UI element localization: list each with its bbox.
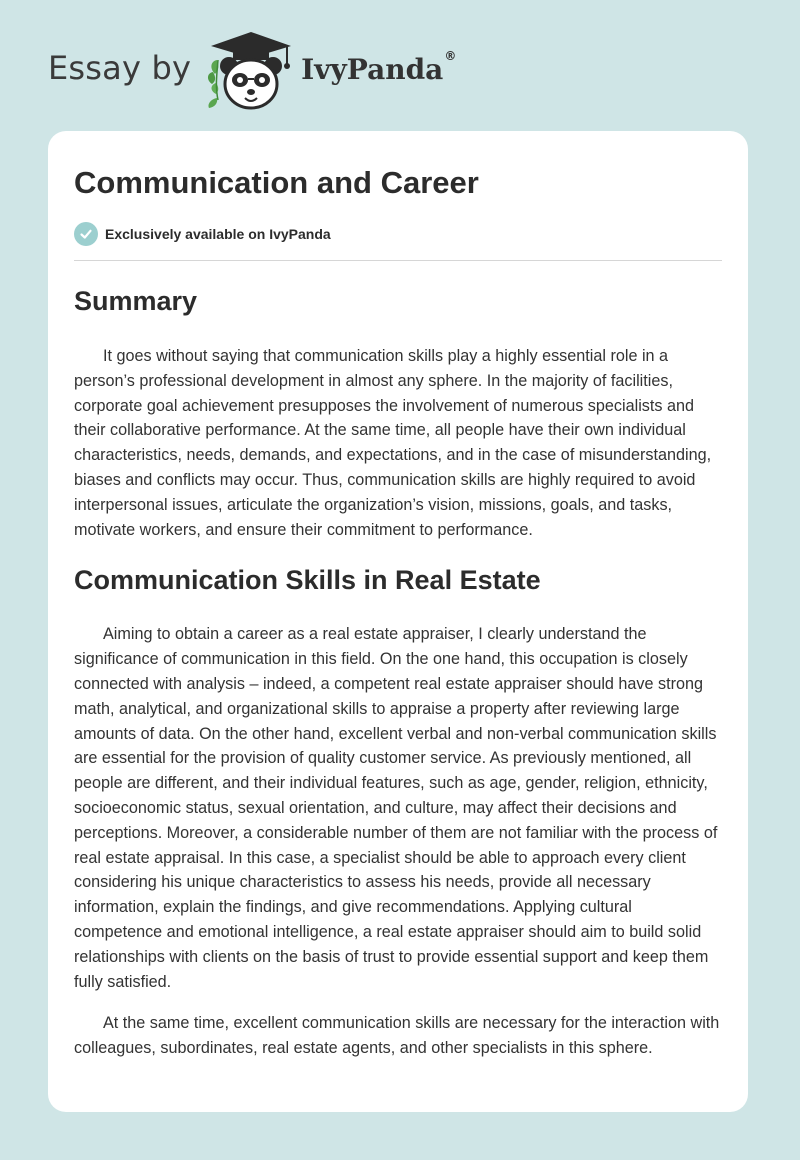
section-heading-summary: Summary xyxy=(74,286,198,316)
brand-name[interactable]: IvyPanda® xyxy=(301,48,457,86)
ivy-leaf-icon xyxy=(208,60,218,108)
divider xyxy=(74,260,722,261)
panda-logo-icon[interactable] xyxy=(205,28,295,114)
essay-by-label: Essay by xyxy=(48,49,192,87)
essay-card xyxy=(48,131,748,1112)
paragraph: It goes without saying that communication skills play a highly essential role in a person’s professional development in almost any sphere. In the majority of facilities, corporate goal achievement presupposes the involvement of numerous specialists and their collaborative performance. At the same time, all people have their own individual characteristics, needs, demands, and expectations, and in the case of misunderstanding, biases and conflicts may occur. Thus, communication skills are highly required to avoid interpersonal issues, articulate the organization’s vision, missions, goals, and tasks, motivate workers, and ensure their commitment to performance. xyxy=(74,347,712,539)
section-heading-communication-skills: Communication Skills in Real Estate xyxy=(74,565,541,596)
paragraph: Aiming to obtain a career as a real estate appraiser, I clearly understand the significance of communication in this field. On the one hand, this occupation is closely connected with analysis – indeed, a competent real estate appraiser should have strong math, analytical, and organizational skills to appraise a property after reviewing large amounts of data. On the other hand, excellent verbal and non-verbal communication skills are essential for the provision of quality customer service. As previously mentioned, all people are different, and their individual features, such as age, gender, religion, ethnicity, socioeconomic status, sexual orientation, and culture, may affect their decisions and perceptions. Moreover, a considerable number of them are not familiar with the process of real estate appraisal. In this case, a specialist should be able to approach every client considering his unique characteristics to assess his needs, provide all necessary information, explain the findings, and give recommendations. Applying cultural competence and emotional intelligence, a real estate appraiser should aim to build solid relationships with clients on the basis of trust to provide essential support and keep them fully satisfied. xyxy=(74,625,718,991)
exclusive-badge xyxy=(74,221,722,247)
checkmark-icon xyxy=(74,222,98,246)
badge-label: Exclusively available on IvyPanda xyxy=(105,226,331,242)
site-header xyxy=(48,26,456,116)
paragraph: At the same time, excellent communication skills are necessary for the interaction with colleagues, subordinates, real estate agents, and other specialists in this sphere. xyxy=(74,1014,720,1058)
registered-mark: ® xyxy=(444,48,457,63)
page-title: Communication and Career xyxy=(74,165,479,200)
